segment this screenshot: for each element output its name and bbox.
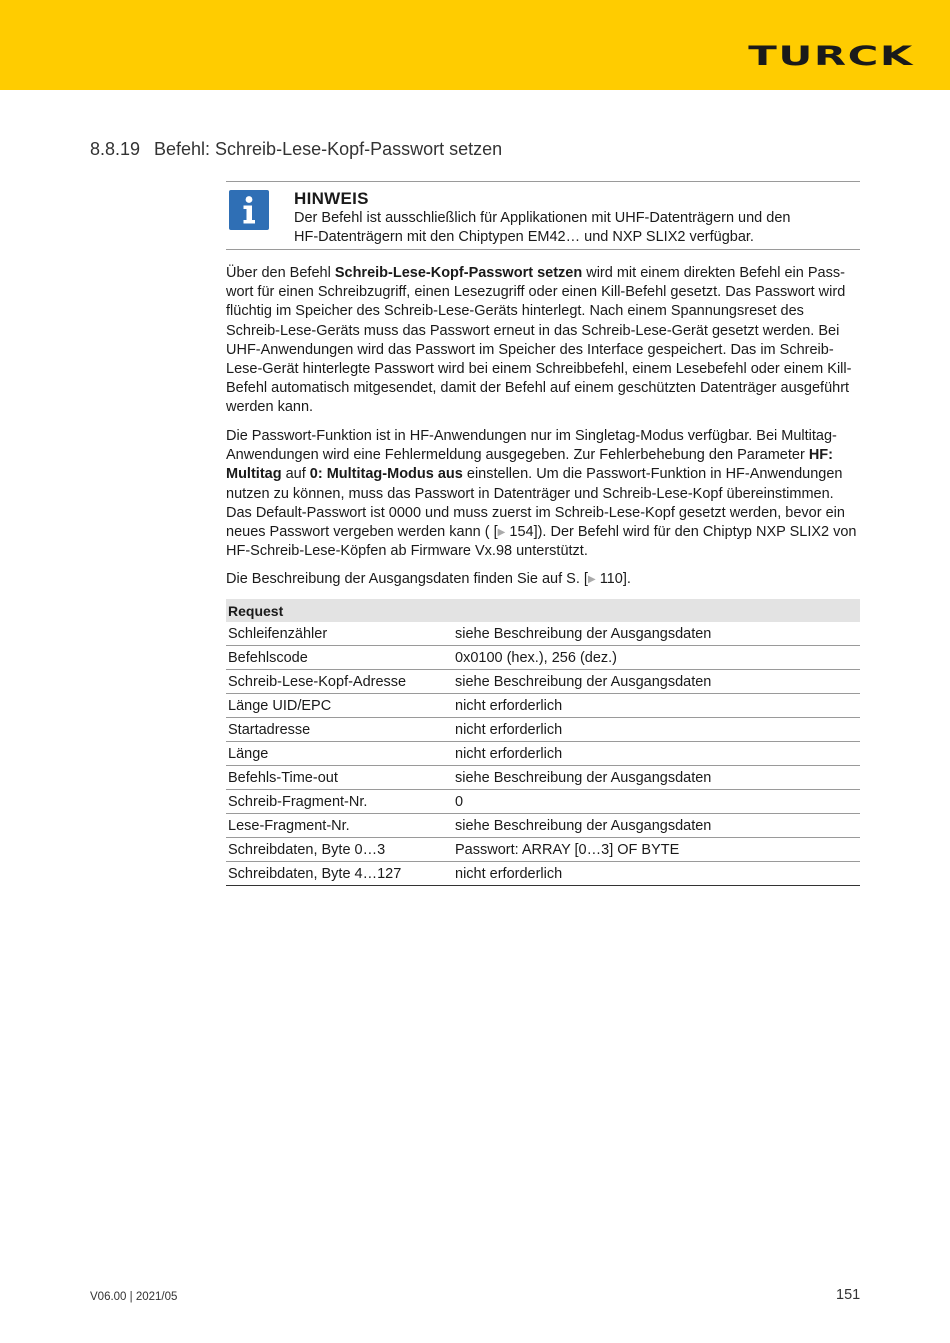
param-name: Länge — [226, 742, 453, 766]
table-row — [226, 766, 860, 790]
section-title: Befehl: Schreib-Lese-Kopf-Passwort setzen — [154, 139, 503, 159]
command-name: Schreib-Lese-Kopf-Passwort setzen — [334, 265, 583, 281]
paragraph-password-function: Die Passwort-Funktion ist in HF-Anwendungen nur im Singletag-Modus verfügbar. Bei Multitag-Anwendungen wird eine Fehlermeldung ausgegeben. Zur Fehlerbehebung den Parameter HF: Multitag auf 0: Multitag-Modus aus einstellen. Um die Passwort-Funktion in HF-Anwendungen nutzen zu können, muss das Passwort in Datenträger und Schreib-Lese-Kopf übereinstimmen. Das Default-Passwort ist 0000 und muss zuerst im Schreib-Lese-Kopf gesetzt werden, bevor ein neues Passwort vergeben werden kann ( [▶ 154]). Der Befehl wird für den Chiptyp NXP SLIX2 von HF-Schreib-Lese-Köpfen ab Firmware Vx.98 unterstützt. — [226, 428, 857, 560]
table-row — [226, 622, 860, 646]
reference-arrow-icon: ▶ — [497, 527, 506, 539]
param-name: Befehlscode — [226, 646, 453, 670]
section-heading — [90, 139, 502, 160]
parameter-value: 0: Multitag-Modus aus — [309, 466, 463, 483]
table-header: Request — [226, 599, 860, 622]
param-value: siehe Beschreibung der Ausgangsdaten — [453, 814, 860, 838]
section-number: 8.8.19 — [90, 139, 141, 159]
reference-arrow-icon: ▶ — [587, 574, 596, 585]
table-row — [226, 646, 860, 670]
header-band — [0, 0, 950, 90]
param-name: Schreibdaten, Byte 4…127 — [226, 862, 453, 886]
notice-heading: HINWEIS — [294, 189, 369, 208]
table-row — [226, 862, 860, 886]
param-value: nicht erforderlich — [453, 694, 860, 718]
param-value: siehe Beschreibung der Ausgangsdaten — [453, 766, 860, 790]
table-row — [226, 814, 860, 838]
request-table — [226, 599, 860, 886]
notice-box — [226, 181, 860, 250]
param-value: nicht erforderlich — [453, 862, 860, 886]
info-icon — [229, 190, 269, 230]
param-value: 0x0100 (hex.), 256 (dez.) — [453, 646, 860, 670]
param-name: Länge UID/EPC — [226, 694, 453, 718]
param-name: Startadresse — [226, 718, 453, 742]
param-value: siehe Beschreibung der Ausgangsdaten — [453, 670, 860, 694]
param-name: Schleifenzähler — [226, 622, 453, 646]
param-value: 0 — [453, 790, 860, 814]
paragraph-intro: Über den Befehl Schreib-Lese-Kopf-Passwort setzen wird mit einem direkten Befehl ein Passwort für einen Schreibzugriff, einen Lesezugriff oder einen Kill-Befehl gesetzt. Das Passwort wird flüchtig im Speicher des Schreib-Lese-Geräts hinterlegt. Nach einem Spannungsreset des Schreib-Lese-Geräts muss das Passwort erneut in das Schreib-Lese-Gerät gesetzt werden. Bei UHF-Anwendungen wird das Passwort im Speicher des Interface gespeichert. Das im Schreib-Lese-Gerät hinterlegte Passwort wird bei einem Schreibbefehl, einem Lesebefehl oder einem Kill-Befehl automatisch mitgesendet, damit der Befehl auf einem geschützten Datenträger ausgeführt werden kann. — [226, 265, 852, 416]
param-name: Lese-Fragment-Nr. — [226, 814, 453, 838]
param-value: Passwort: ARRAY [0…3] OF BYTE — [453, 838, 860, 862]
table-row — [226, 790, 860, 814]
param-value: nicht erforderlich — [453, 718, 860, 742]
notice-text — [294, 209, 834, 247]
table-row — [226, 742, 860, 766]
page-number: 151 — [836, 1287, 861, 1303]
table-row — [226, 694, 860, 718]
param-value: siehe Beschreibung der Ausgangsdaten — [453, 622, 860, 646]
param-value: nicht erforderlich — [453, 742, 860, 766]
table-row — [226, 838, 860, 862]
notice-line: HF-Datenträgern mit den Chiptypen EM42… und NXP SLIX2 verfügbar. — [294, 229, 754, 245]
paragraph-output-data-ref: Die Beschreibung der Ausgangsdaten finden Sie auf S. [▶ 110]. — [226, 571, 631, 587]
parameter-name: HF: Multitag — [226, 447, 833, 483]
page-reference-link[interactable]: 110 — [599, 571, 623, 587]
param-name: Schreib-Fragment-Nr. — [226, 790, 453, 814]
notice-line: Der Befehl ist ausschließlich für Applikationen mit UHF-Datenträgern und den — [294, 210, 791, 226]
turck-logo: TURCK — [748, 41, 914, 72]
param-name: Schreib-Lese-Kopf-Adresse — [226, 670, 453, 694]
table-row — [226, 718, 860, 742]
param-name: Schreibdaten, Byte 0…3 — [226, 838, 453, 862]
param-name: Befehls-Time-out — [226, 766, 453, 790]
page-reference-link[interactable]: 154 — [509, 524, 534, 541]
table-row — [226, 670, 860, 694]
footer-version: V06.00 | 2021/05 — [90, 1291, 178, 1303]
